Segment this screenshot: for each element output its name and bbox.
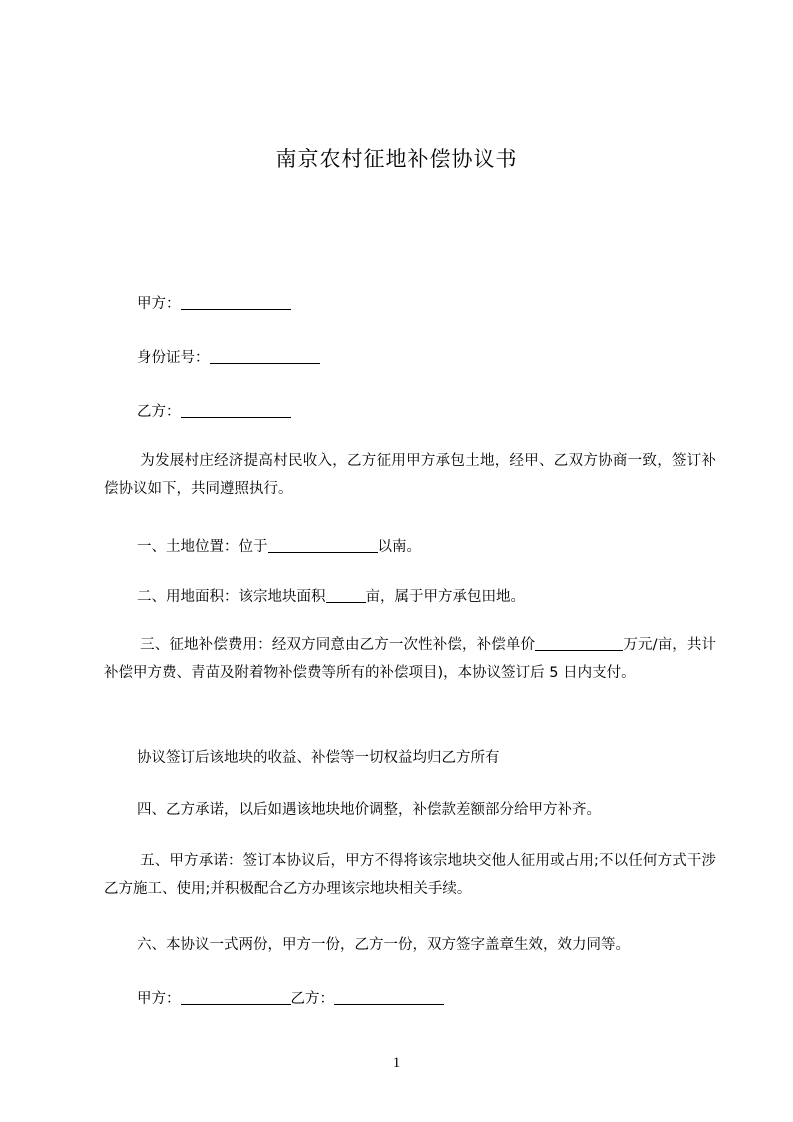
clause-5	[104, 847, 716, 903]
sign-party-a-label: 甲方：	[137, 991, 181, 1007]
id-number-label: 身份证号：	[137, 350, 210, 366]
clause-1-blank	[268, 538, 378, 553]
clause-5-text: 五、甲方承诺：签订本协议后，甲方不得将该宗地块交他人征用或占用;不以任何方式干涉乙方施工、使用;并积极配合乙方办理该宗地块相关手续。	[104, 853, 716, 897]
document-title: 南京农村征地补偿协议书	[275, 147, 518, 171]
clause-1-prefix: 一、土地位置：位于	[137, 539, 268, 555]
sign-party-a-blank	[181, 990, 291, 1005]
clause-4: 四、乙方承诺，以后如遇该地块地价调整，补偿款差额部分给甲方补齐。	[137, 802, 601, 818]
clause-3	[104, 631, 716, 687]
page-number: 1	[392, 1055, 401, 1071]
id-number-blank	[210, 349, 320, 364]
party-b-blank	[181, 403, 291, 418]
signature-line	[137, 987, 444, 1008]
clause-2-suffix: 亩，属于甲方承包田地。	[365, 589, 525, 605]
clause-2-blank	[326, 588, 366, 603]
party-a-label: 甲方：	[137, 296, 181, 312]
clause-3-prefix: 三、征地补偿费用：经双方同意由乙方一次性补偿，补偿单价	[140, 637, 536, 653]
party-a-blank	[181, 295, 291, 310]
sign-party-b-label: 乙方：	[290, 991, 334, 1007]
party-a-line	[137, 292, 291, 313]
clause-2-prefix: 二、用地面积：该宗地块面积	[137, 589, 326, 605]
party-b-label: 乙方：	[137, 404, 181, 420]
clause-1-suffix: 以南。	[377, 539, 421, 555]
clause-3-suffix: 万元/亩，共计补偿甲方费、青苗及附着物补偿费等所有的补偿项目)，本协议签订后 5 日内支付。	[104, 637, 716, 681]
rights-statement: 协议签订后该地块的收益、补偿等一切权益均归乙方所有	[137, 750, 500, 766]
preamble-text: 为发展村庄经济提高村民收入，乙方征用甲方承包土地，经甲、乙双方协商一致，签订补偿协议如下，共同遵照执行。	[104, 453, 716, 497]
clause-1	[137, 535, 421, 556]
clause-6: 六、本协议一式两份，甲方一份，乙方一份，双方签字盖章生效，效力同等。	[137, 937, 630, 953]
clause-2	[137, 585, 525, 606]
clause-3-blank	[535, 636, 623, 651]
id-number-line	[137, 346, 320, 367]
sign-party-b-blank	[334, 990, 444, 1005]
preamble-paragraph	[104, 447, 716, 503]
party-b-line	[137, 400, 291, 421]
